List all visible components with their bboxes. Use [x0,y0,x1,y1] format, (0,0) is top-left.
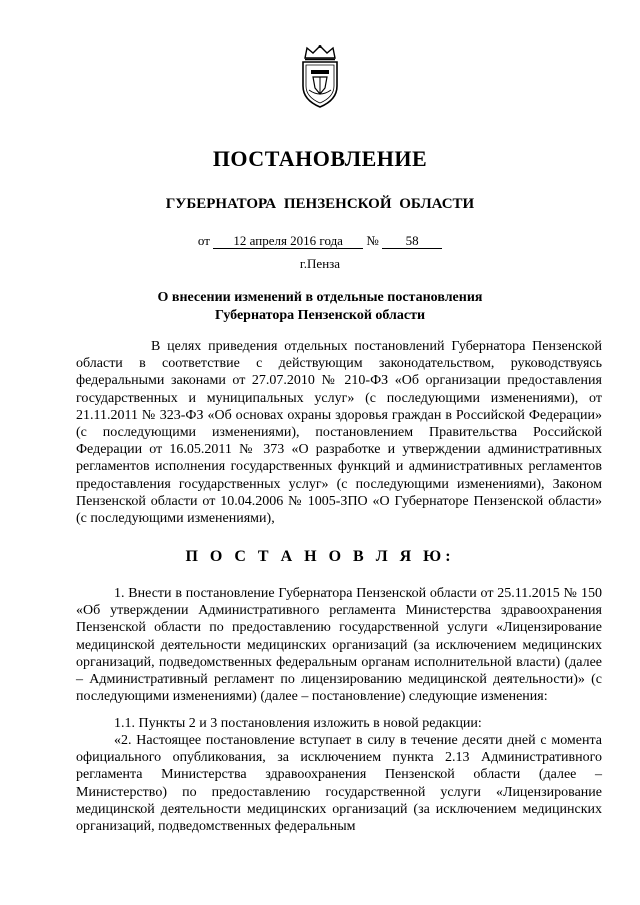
item-1-1-paragraph: 1.1. Пункты 2 и 3 постановления изложить в новой редакции: [114,716,482,731]
item-2-paragraph: «2. Настоящее постановление вступает в силу в течение десяти дней с момента официального опубликования, за исключением пункта 2.13 Административного регламента Министерства здравоохранения Пензенской области (далее – Министерство) по предоставлению государственной услуги «Лицензирование медицинской деятельности медицинских организаций (за исключением медицинских организаций, подведомственных федеральным [76,733,602,835]
document-type-title: ПОСТАНОВЛЕНИЕ [212,146,428,171]
heading-line-2: Губернатора Пензенской области [214,308,426,323]
decree-word: П О С Т А Н О В Л Я Ю: [185,548,455,565]
date-number-line [0,233,640,249]
item-1-paragraph: 1. Внести в постановление Губернатора Пензенской области от 25.11.2015 № 150 «Об утверждении Административного регламента Министерства здравоохранения Пензенской области по предоставлению государственной услуги «Лицензирование медицинской деятельности медицинских организаций (за исключением медицинских организаций, подведомственных федеральным органам исполнительной власти) (далее – Административный регламент по лицензированию медицинской деятельности)» (с последующими изменениями) (далее – постановление) следующие изменения: [76,586,602,705]
number-prefix: № [366,233,379,248]
city-line: г.Пенза [299,256,341,271]
document-number: 58 [382,234,442,249]
document-date: 12 апреля 2016 года [213,234,363,249]
issuer-subtitle: ГУБЕРНАТОРА ПЕНЗЕНСКОЙ ОБЛАСТИ [165,196,475,212]
coat-of-arms-icon [295,44,345,110]
heading-line-1: О внесении изменений в отдельные постановления [157,290,483,305]
preamble-paragraph: В целях приведения отдельных постановлений Губернатора Пензенской области в соответствие с действующим законодательством, руководствуясь федеральными законами от 27.07.2010 № 210-ФЗ «Об организации предоставления государственных и муниципальных услуг» (с последующими изменениями), от 21.11.2011 № 323-ФЗ «Об основах охраны здоровья граждан в Российской Федерации» (с последующими изменениями), постановлением Правительства Российской Федерации от 16.05.2011 № 373 «О разработке и утверждении административных регламентов исполнения государственных функций и административных регламентов предоставления государственных услуг» (с последующими изменениями), Законом Пензенской области от 10.04.2006 № 1005-ЗПО «О Губернаторе Пензенской области» (с последующими изменениями), [76,339,602,527]
date-prefix: от [197,233,210,248]
document-heading [0,289,640,325]
